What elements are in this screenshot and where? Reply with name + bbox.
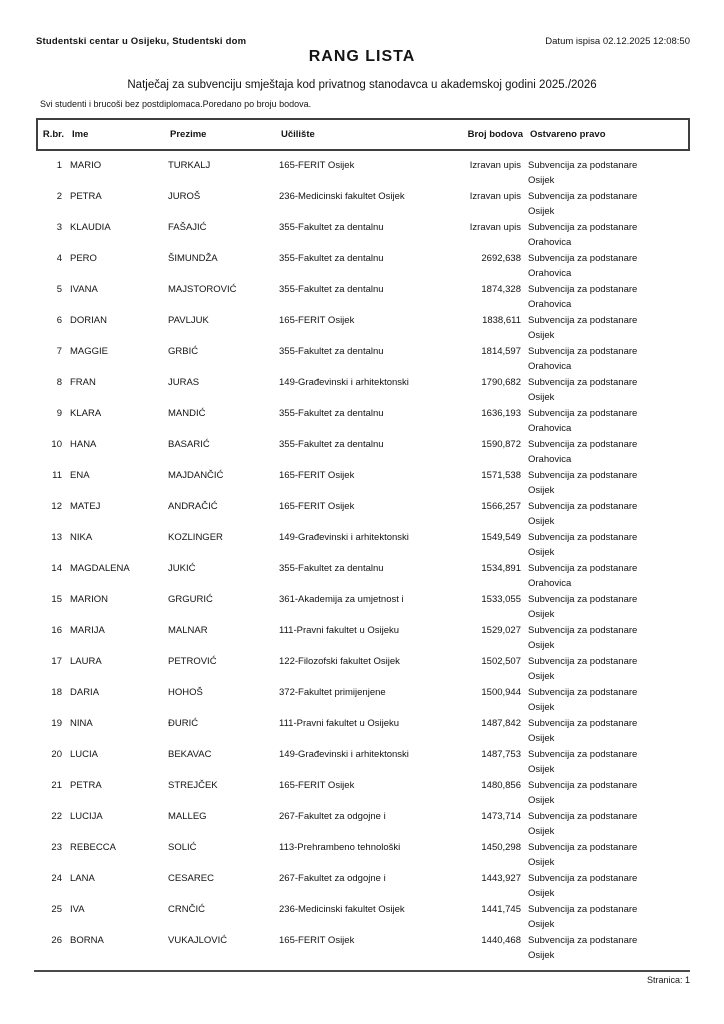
table-row (36, 437, 690, 467)
cell-rbr: 1 (56, 160, 62, 171)
cell-ostvareno-pravo (521, 623, 690, 653)
cell-uciliste: 165-FERIT Osijek (279, 315, 355, 326)
pravo-line-1: Subvencija za podstanare (528, 439, 638, 450)
cell-prezime: CRNČIĆ (168, 904, 205, 915)
cell-prezime: KOZLINGER (168, 532, 223, 543)
cell-broj-bodova: 1443,927 (481, 873, 521, 884)
pravo-line-1: Subvencija za podstanare (528, 842, 638, 853)
cell-ostvareno-pravo (521, 809, 690, 839)
cell-rbr: 8 (56, 377, 62, 388)
cell-prezime: CESAREC (168, 873, 214, 884)
pravo-line-1: Subvencija za podstanare (528, 718, 638, 729)
pravo-line-2: Osijek (528, 609, 555, 620)
pravo-line-2: Osijek (528, 547, 555, 558)
cell-prezime: ŠIMUNDŽA (168, 253, 218, 264)
cell-prezime: PAVLJUK (168, 315, 209, 326)
cell-rbr: 25 (51, 904, 62, 915)
cell-ostvareno-pravo (521, 189, 690, 219)
footer-divider (34, 970, 690, 972)
cell-uciliste: 361-Akademija za umjetnost i (279, 594, 404, 605)
cell-broj-bodova: 1502,507 (481, 656, 521, 667)
cell-ostvareno-pravo (521, 716, 690, 746)
cell-ime: NIKA (70, 532, 93, 543)
pravo-line-2: Osijek (528, 330, 555, 341)
cell-ime: PETRA (70, 191, 102, 202)
cell-ostvareno-pravo (521, 406, 690, 436)
pravo-line-1: Subvencija za podstanare (528, 594, 638, 605)
cell-ostvareno-pravo (521, 375, 690, 405)
column-header-prezime: Prezime (170, 129, 207, 140)
cell-prezime: MAJDANČIĆ (168, 470, 224, 481)
cell-ostvareno-pravo (521, 654, 690, 684)
cell-rbr: 26 (51, 935, 62, 946)
cell-prezime: GRGURIĆ (168, 594, 213, 605)
cell-broj-bodova: 1590,872 (481, 439, 521, 450)
table-row (36, 809, 690, 839)
cell-broj-bodova: 1473,714 (481, 811, 521, 822)
table-row (36, 530, 690, 560)
table-row (36, 871, 690, 901)
pravo-line-2: Osijek (528, 640, 555, 651)
pravo-line-1: Subvencija za podstanare (528, 501, 638, 512)
pravo-line-1: Subvencija za podstanare (528, 687, 638, 698)
table-row (36, 716, 690, 746)
table-row (36, 933, 690, 963)
cell-ime: HANA (70, 439, 97, 450)
cell-uciliste: 355-Fakultet za dentalnu (279, 346, 384, 357)
table-row (36, 158, 690, 188)
pravo-line-1: Subvencija za podstanare (528, 563, 638, 574)
cell-uciliste: 355-Fakultet za dentalnu (279, 563, 384, 574)
cell-uciliste: 113-Prehrambeno tehnološki (279, 842, 401, 853)
print-date: Datum ispisa 02.12.2025 12:08:50 (545, 36, 690, 47)
pravo-line-1: Subvencija za podstanare (528, 470, 638, 481)
cell-uciliste: 372-Fakultet primijenjene (279, 687, 386, 698)
cell-ime: LUCIA (70, 749, 98, 760)
table-row (36, 282, 690, 312)
organization-name: Studentski centar u Osijeku, Studentski dom (36, 36, 247, 47)
pravo-line-1: Subvencija za podstanare (528, 284, 638, 295)
cell-rbr: 12 (51, 501, 62, 512)
cell-broj-bodova: 1636,193 (481, 408, 521, 419)
cell-rbr: 17 (51, 656, 62, 667)
table-row (36, 344, 690, 374)
pravo-line-1: Subvencija za podstanare (528, 811, 638, 822)
cell-prezime: STREJČEK (168, 780, 218, 791)
cell-ime: MARIO (70, 160, 102, 171)
cell-broj-bodova: Izravan upis (469, 191, 521, 202)
cell-ostvareno-pravo (521, 685, 690, 715)
table-row (36, 902, 690, 932)
cell-ime: KLARA (70, 408, 102, 419)
cell-rbr: 7 (56, 346, 62, 357)
cell-prezime: ĐURIĆ (168, 718, 199, 729)
cell-prezime: MAJSTOROVIĆ (168, 284, 237, 295)
pravo-line-2: Osijek (528, 795, 555, 806)
cell-uciliste: 111-Pravni fakultet u Osijeku (279, 625, 400, 636)
table-row (36, 375, 690, 405)
cell-ostvareno-pravo (521, 468, 690, 498)
pravo-line-2: Orahovica (528, 299, 572, 310)
cell-uciliste: 355-Fakultet za dentalnu (279, 222, 384, 233)
cell-ime: PERO (70, 253, 97, 264)
pravo-line-2: Osijek (528, 857, 555, 868)
cell-rbr: 4 (56, 253, 62, 264)
table-row (36, 406, 690, 436)
cell-ime: MAGGIE (70, 346, 109, 357)
pravo-line-2: Orahovica (528, 578, 572, 589)
cell-ostvareno-pravo (521, 499, 690, 529)
table-row (36, 251, 690, 281)
cell-broj-bodova: Izravan upis (469, 222, 521, 233)
cell-broj-bodova: 1441,745 (481, 904, 521, 915)
cell-rbr: 9 (56, 408, 62, 419)
pravo-line-2: Osijek (528, 733, 555, 744)
cell-rbr: 20 (51, 749, 62, 760)
cell-broj-bodova: 1450,298 (481, 842, 521, 853)
page-number: Stranica: 1 (646, 975, 690, 985)
cell-prezime: TURKALJ (168, 160, 211, 171)
cell-ime: IVA (70, 904, 85, 915)
cell-ostvareno-pravo (521, 530, 690, 560)
pravo-line-2: Orahovica (528, 423, 572, 434)
table-row (36, 189, 690, 219)
column-header-bodovi: Broj bodova (467, 129, 523, 140)
column-header-rbr: R.br. (42, 129, 64, 140)
cell-broj-bodova: 1874,328 (481, 284, 521, 295)
table-row (36, 685, 690, 715)
table-row (36, 747, 690, 777)
cell-ime: PETRA (70, 780, 102, 791)
cell-uciliste: 122-Filozofski fakultet Osijek (279, 656, 400, 667)
cell-rbr: 21 (51, 780, 62, 791)
cell-broj-bodova: 1440,468 (481, 935, 521, 946)
pravo-line-1: Subvencija za podstanare (528, 408, 638, 419)
table-row (36, 654, 690, 684)
column-header-uciliste: Učilište (281, 129, 315, 140)
table-row (36, 592, 690, 622)
table-row (36, 220, 690, 250)
cell-prezime: JUROŠ (168, 191, 201, 202)
cell-ime: LAURA (70, 656, 102, 667)
cell-ime: BORNA (70, 935, 104, 946)
cell-ostvareno-pravo (521, 871, 690, 901)
pravo-line-1: Subvencija za podstanare (528, 749, 638, 760)
cell-ime: MARIJA (70, 625, 105, 636)
cell-broj-bodova: 1571,538 (481, 470, 521, 481)
cell-uciliste: 267-Fakultet za odgojne i (279, 873, 386, 884)
cell-broj-bodova: 1814,597 (481, 346, 521, 357)
cell-uciliste: 149-Građevinski i arhitektonski (279, 532, 409, 543)
cell-ostvareno-pravo (521, 902, 690, 932)
cell-rbr: 3 (56, 222, 62, 233)
page-top-bar (36, 36, 690, 47)
cell-broj-bodova: 1480,856 (481, 780, 521, 791)
cell-prezime: PETROVIĆ (168, 656, 217, 667)
cell-rbr: 6 (56, 315, 62, 326)
table-row (36, 778, 690, 808)
cell-uciliste: 355-Fakultet za dentalnu (279, 408, 384, 419)
cell-prezime: FAŠAJIĆ (168, 222, 207, 233)
page-subtitle: Natječaj za subvenciju smještaja kod privatnog stanodavca u akademskoj godini 2025./2026 (127, 79, 597, 91)
cell-uciliste: 165-FERIT Osijek (279, 501, 355, 512)
cell-ime: LANA (70, 873, 95, 884)
cell-rbr: 14 (51, 563, 62, 574)
pravo-line-2: Orahovica (528, 237, 572, 248)
cell-ostvareno-pravo (521, 313, 690, 343)
cell-ostvareno-pravo (521, 344, 690, 374)
cell-broj-bodova: 1534,891 (481, 563, 521, 574)
cell-rbr: 23 (51, 842, 62, 853)
pravo-line-2: Osijek (528, 826, 555, 837)
cell-ostvareno-pravo (521, 158, 690, 188)
cell-ostvareno-pravo (521, 561, 690, 591)
pravo-line-1: Subvencija za podstanare (528, 346, 638, 357)
page-title: RANG LISTA (308, 48, 416, 65)
cell-prezime: SOLIĆ (168, 842, 197, 853)
cell-broj-bodova: 1529,027 (481, 625, 521, 636)
cell-broj-bodova: 1549,549 (481, 532, 521, 543)
cell-ostvareno-pravo (521, 778, 690, 808)
cell-prezime: VUKAJLOVIĆ (168, 935, 228, 946)
cell-rbr: 24 (51, 873, 62, 884)
cell-rbr: 18 (51, 687, 62, 698)
cell-prezime: BASARIĆ (168, 439, 210, 450)
cell-ime: DARIA (70, 687, 100, 698)
cell-uciliste: 355-Fakultet za dentalnu (279, 253, 384, 264)
cell-rbr: 19 (51, 718, 62, 729)
cell-prezime: JUKIĆ (168, 563, 196, 574)
cell-ime: LUCIJA (70, 811, 103, 822)
cell-ime: NINA (70, 718, 93, 729)
pravo-line-2: Osijek (528, 702, 555, 713)
pravo-line-1: Subvencija za podstanare (528, 160, 638, 171)
cell-broj-bodova: 2692,638 (481, 253, 521, 264)
cell-rbr: 15 (51, 594, 62, 605)
cell-broj-bodova: 1487,753 (481, 749, 521, 760)
pravo-line-2: Osijek (528, 516, 555, 527)
table-row (36, 313, 690, 343)
cell-ime: KLAUDIA (70, 222, 111, 233)
cell-uciliste: 165-FERIT Osijek (279, 160, 355, 171)
cell-ostvareno-pravo (521, 282, 690, 312)
pravo-line-2: Orahovica (528, 268, 572, 279)
pravo-line-2: Osijek (528, 671, 555, 682)
cell-broj-bodova: 1487,842 (481, 718, 521, 729)
cell-prezime: MANDIĆ (168, 408, 206, 419)
cell-uciliste: 355-Fakultet za dentalnu (279, 284, 384, 295)
cell-ostvareno-pravo (521, 747, 690, 777)
cell-rbr: 16 (51, 625, 62, 636)
column-header-ime: Ime (72, 129, 89, 140)
cell-broj-bodova: 1838,611 (482, 315, 521, 326)
cell-prezime: BEKAVAC (168, 749, 212, 760)
cell-uciliste: 149-Građevinski i arhitektonski (279, 749, 409, 760)
pravo-line-1: Subvencija za podstanare (528, 935, 638, 946)
cell-prezime: MALLEG (168, 811, 207, 822)
cell-ime: DORIAN (70, 315, 107, 326)
cell-rbr: 10 (51, 439, 62, 450)
cell-uciliste: 267-Fakultet za odgojne i (279, 811, 386, 822)
pravo-line-1: Subvencija za podstanare (528, 532, 638, 543)
pravo-line-1: Subvencija za podstanare (528, 656, 638, 667)
cell-rbr: 11 (52, 470, 62, 481)
pravo-line-1: Subvencija za podstanare (528, 780, 638, 791)
pravo-line-1: Subvencija za podstanare (528, 377, 638, 388)
cell-ostvareno-pravo (521, 251, 690, 281)
column-header-pravo: Ostvareno pravo (530, 129, 606, 140)
cell-prezime: HOHOŠ (168, 687, 203, 698)
cell-rbr: 5 (56, 284, 62, 295)
cell-uciliste: 236-Medicinski fakultet Osijek (279, 904, 405, 915)
cell-ostvareno-pravo (521, 592, 690, 622)
cell-ime: REBECCA (70, 842, 116, 853)
cell-prezime: GRBIĆ (168, 346, 199, 357)
cell-rbr: 13 (51, 532, 62, 543)
cell-ostvareno-pravo (521, 933, 690, 963)
cell-prezime: MALNAR (168, 625, 208, 636)
pravo-line-1: Subvencija za podstanare (528, 904, 638, 915)
table-row (36, 840, 690, 870)
table-row (36, 623, 690, 653)
pravo-line-1: Subvencija za podstanare (528, 315, 638, 326)
pravo-line-2: Orahovica (528, 454, 572, 465)
table-body (36, 158, 690, 964)
pravo-line-1: Subvencija za podstanare (528, 873, 638, 884)
cell-ostvareno-pravo (521, 220, 690, 250)
pravo-line-1: Subvencija za podstanare (528, 191, 638, 202)
cell-ime: FRAN (70, 377, 96, 388)
cell-broj-bodova: 1500,944 (481, 687, 521, 698)
cell-ostvareno-pravo (521, 840, 690, 870)
cell-broj-bodova: 1790,682 (481, 377, 521, 388)
cell-uciliste: 165-FERIT Osijek (279, 780, 355, 791)
cell-uciliste: 111-Pravni fakultet u Osijeku (279, 718, 400, 729)
table-row (36, 468, 690, 498)
pravo-line-2: Osijek (528, 175, 555, 186)
table-header-row (36, 118, 690, 151)
cell-uciliste: 355-Fakultet za dentalnu (279, 439, 384, 450)
cell-rbr: 22 (51, 811, 62, 822)
table-row (36, 499, 690, 529)
pravo-line-2: Osijek (528, 950, 555, 961)
cell-rbr: 2 (56, 191, 62, 202)
cell-uciliste: 165-FERIT Osijek (279, 470, 355, 481)
cell-ime: MARION (70, 594, 108, 605)
cell-ostvareno-pravo (521, 437, 690, 467)
cell-ime: IVANA (70, 284, 98, 295)
cell-broj-bodova: 1533,055 (481, 594, 521, 605)
cell-prezime: ANDRAČIĆ (168, 501, 218, 512)
cell-ime: ENA (70, 470, 90, 481)
cell-ime: MAGDALENA (70, 563, 130, 574)
pravo-line-2: Orahovica (528, 361, 572, 372)
table-row (36, 561, 690, 591)
pravo-line-2: Osijek (528, 485, 555, 496)
pravo-line-2: Osijek (528, 919, 555, 930)
pravo-line-1: Subvencija za podstanare (528, 625, 638, 636)
cell-uciliste: 149-Građevinski i arhitektonski (279, 377, 409, 388)
pravo-line-2: Osijek (528, 206, 555, 217)
cell-uciliste: 165-FERIT Osijek (279, 935, 355, 946)
cell-uciliste: 236-Medicinski fakultet Osijek (279, 191, 405, 202)
pravo-line-2: Osijek (528, 392, 555, 403)
cell-broj-bodova: 1566,257 (481, 501, 521, 512)
pravo-line-2: Osijek (528, 888, 555, 899)
cell-prezime: JURAS (168, 377, 200, 388)
pravo-line-1: Subvencija za podstanare (528, 253, 638, 264)
cell-ime: MATEJ (70, 501, 101, 512)
sorting-note: Svi studenti i brucoši bez postdiplomaca.Poredano po broju bodova. (40, 99, 312, 109)
pravo-line-1: Subvencija za podstanare (528, 222, 638, 233)
cell-broj-bodova: Izravan upis (469, 160, 521, 171)
pravo-line-2: Osijek (528, 764, 555, 775)
